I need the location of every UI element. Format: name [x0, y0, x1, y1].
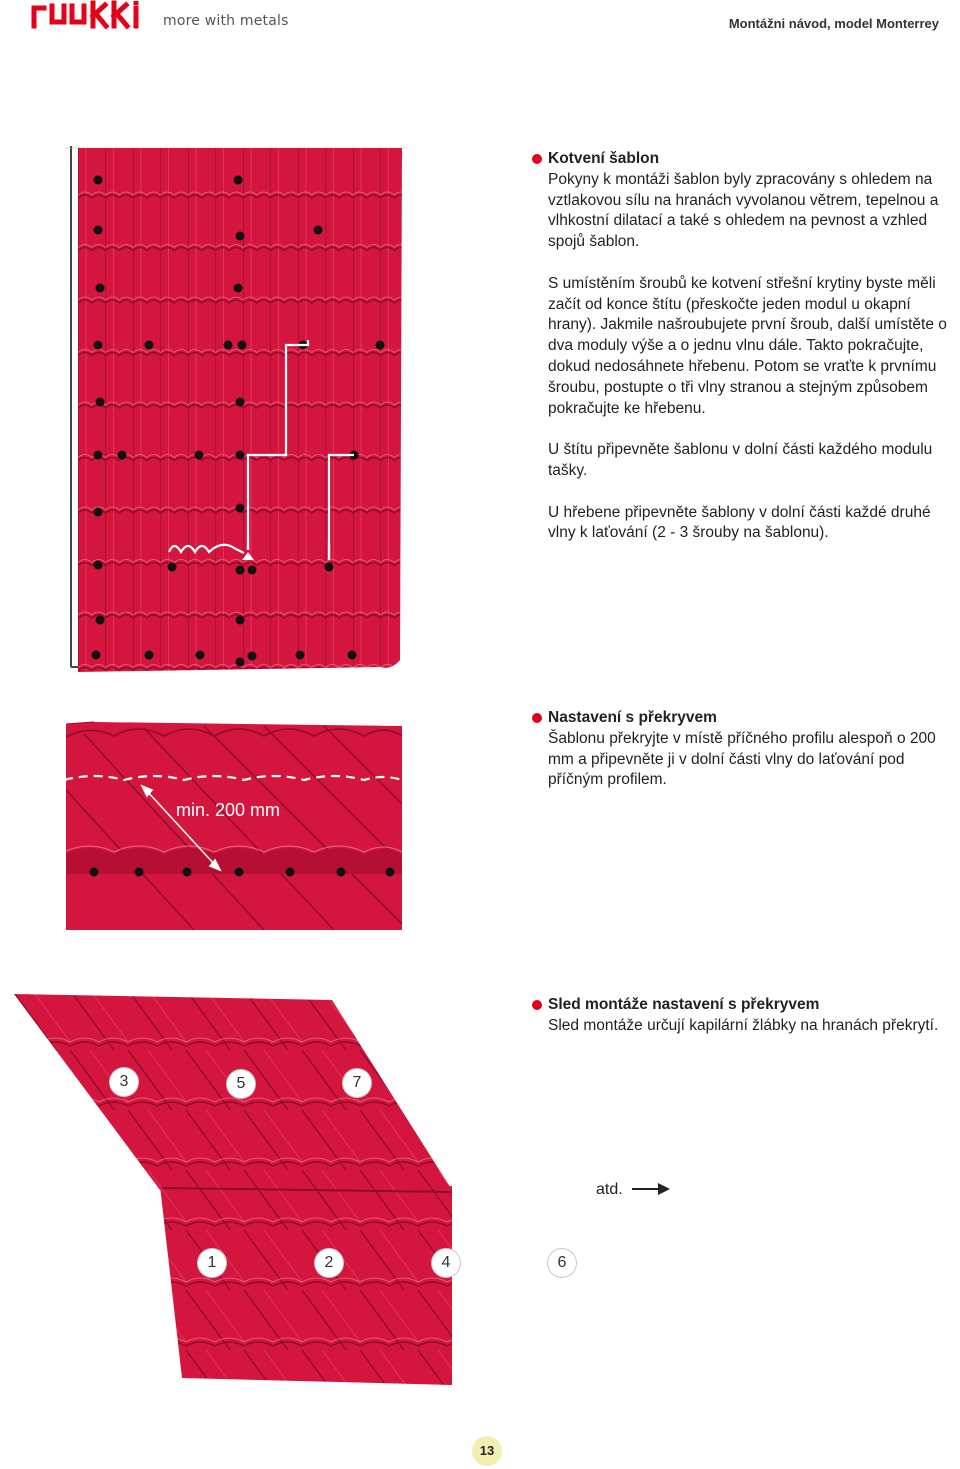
- sequence-badge-bottom-1: 1: [198, 1249, 226, 1277]
- bullet-icon: [532, 713, 542, 723]
- section-anchoring: [532, 149, 958, 565]
- sequence-diagram: [12, 990, 452, 1385]
- overlap-diagram: [64, 714, 402, 934]
- sequence-badge-top-2: 5: [227, 1070, 255, 1098]
- sequence-badge-bottom-2: 2: [315, 1249, 343, 1277]
- section-anchoring-title: Kotvení šablon: [532, 149, 958, 170]
- sequence-badge-top-1: 3: [110, 1068, 138, 1096]
- arrow-right-icon: [632, 1182, 670, 1196]
- section-overlap-title: Nastavení s překryvem: [532, 708, 958, 729]
- sequence-paragraph-1: Sled montáže určují kapilární žlábky na hranách překrytí.: [548, 1016, 939, 1034]
- page-number: 13: [472, 1436, 502, 1466]
- brand-tagline: more with metals: [163, 13, 289, 29]
- section-sequence-title: Sled montáže nastavení s překryvem: [532, 995, 958, 1016]
- bullet-icon: [532, 154, 542, 164]
- anchoring-paragraph-3: U štítu připevněte šablonu v dolní části každého modulu tašky.: [548, 441, 933, 479]
- overlap-paragraph-1: Šablonu překryjte v místě příčného profilu alespoň o 200 mm a připevněte ji v dolní části vlny do laťování pod příčným profilem.: [548, 729, 936, 789]
- sequence-badge-bottom-4: 6: [548, 1249, 576, 1277]
- anchoring-paragraph-4: U hřebene připevněte šablony v dolní části každé druhé vlny k laťování (2 - 3 šrouby na šablonu).: [548, 503, 931, 542]
- bullet-icon: [532, 1000, 542, 1010]
- anchoring-paragraph-1: Pokyny k montáži šablon byly zpracovány s ohledem na vztlakovou sílu na hranách vyvolanou větrem, tepelnou a vlhkostní dilatací a také s ohledem na pevnost a vzhled spojů šablon.: [548, 170, 939, 251]
- sequence-etc-label: atd.: [596, 1181, 623, 1198]
- sequence-badge-bottom-3: 4: [432, 1249, 460, 1277]
- ruukki-logo: [30, 0, 158, 30]
- overlap-min-label: min. 200 mm: [176, 800, 281, 820]
- section-sequence: [532, 995, 958, 1057]
- anchoring-diagram: [62, 140, 407, 680]
- anchoring-paragraph-2: S umístěním šroubů ke kotvení střešní krytiny byste měli začít od konce štítu (přeskočte jeden modul u okapní hrany). Jakmile našroubujete první šroub, další umístěte o dva moduly výše a o jednu vlnu dále. Takto pokračujte, dokud nedosáhnete hřebenu. Potom se vraťte k prvnímu šroubu, postupte o tři vlny stranou a stejným způsobem pokračujte ke hřebenu.: [548, 274, 947, 417]
- section-overlap: [532, 708, 958, 812]
- document-title: Montážni návod, model Monterrey: [728, 16, 939, 31]
- sequence-badge-top-3: 7: [343, 1069, 371, 1097]
